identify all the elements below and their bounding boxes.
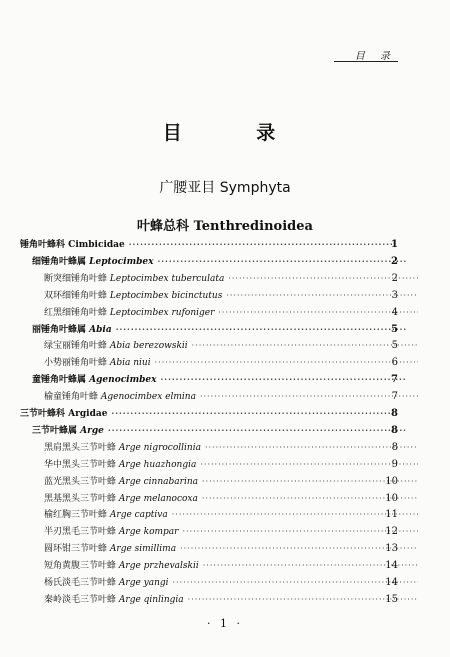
- toc-entry-latin-name: Leptocimbex rufoniger: [109, 307, 215, 318]
- toc-entry-page-number: 5: [391, 323, 398, 335]
- toc-entry-page-number: 9: [391, 458, 398, 470]
- toc-entry-chinese-name: 断突细锤角叶蜂: [44, 273, 108, 284]
- toc-entry-latin-name: Leptocimbex bicinctutus: [109, 290, 223, 301]
- toc-entry-chinese-name: 小势丽锤角叶蜂: [44, 358, 108, 369]
- toc-entry[interactable]: [0, 388, 450, 405]
- toc-entry-latin-name: Abia berezowskii: [109, 341, 188, 352]
- toc-entry-title: [32, 254, 153, 271]
- toc-entry-chinese-name: 秦岭淡毛三节叶蜂: [44, 594, 117, 605]
- toc-entry-chinese-name: 三节叶蜂科: [20, 409, 66, 419]
- toc-entry-chinese-name: 双环细锤角叶蜂: [44, 290, 108, 301]
- toc-entry[interactable]: [0, 506, 450, 523]
- toc-entry-chinese-name: 绿宝丽锤角叶蜂: [44, 341, 108, 352]
- toc-entry-chinese-name: 丽锤角叶蜂属: [32, 324, 87, 335]
- toc-entry-latin-name: Arge nigrocollinia: [118, 442, 201, 453]
- toc-entry[interactable]: [0, 439, 450, 456]
- toc-entry-page-number: 5: [391, 340, 398, 352]
- toc-entry-title: [44, 355, 151, 372]
- toc-entry-latin-name: Arge huazhongia: [118, 459, 197, 470]
- toc-entry-chinese-name: 童锤角叶蜂属: [32, 375, 87, 386]
- toc-entry[interactable]: [0, 523, 450, 540]
- toc-entry-title: [44, 474, 198, 491]
- toc-entry-title: [44, 575, 169, 592]
- toc-entry-page-number: 11: [385, 509, 398, 521]
- toc-entry-latin-name: Leptocimbex tuberculata: [109, 273, 225, 284]
- toc-entry-latin-name: Arge qinlingia: [118, 594, 184, 605]
- toc-entry-latin-name: Cimbicidae: [68, 240, 125, 250]
- page-folio: · 1 ·: [207, 617, 243, 630]
- toc-entry[interactable]: [0, 287, 450, 304]
- toc-entry-latin-name: Agenocimbex: [89, 375, 157, 386]
- toc-entry-title: [32, 322, 112, 339]
- toc-entry[interactable]: [0, 557, 450, 574]
- toc-entry-chinese-name: 黑肩黑头三节叶蜂: [44, 442, 117, 453]
- superfamily-heading: 叶蜂总科 Tenthredinoidea: [137, 219, 313, 234]
- toc-entry-chinese-name: 三节叶蜂属: [32, 425, 78, 436]
- toc-entry-latin-name: Arge yangi: [118, 578, 169, 588]
- toc-entry-title: [44, 440, 201, 457]
- toc-entry-chinese-name: 榆童锤角叶蜂: [44, 392, 99, 403]
- toc-entry-chinese-name: 锤角叶蜂科: [20, 240, 66, 250]
- toc-entry-leader-dots: [129, 236, 394, 253]
- toc-entry-page-number: 12: [385, 526, 398, 538]
- toc-entry-chinese-name: 榆红胸三节叶蜂: [44, 510, 108, 521]
- toc-entry[interactable]: [0, 591, 450, 608]
- suborder-heading: 广腰亚目 Symphyta: [159, 180, 291, 196]
- toc-entry-page-number: 8: [391, 408, 398, 419]
- page-title: 目 录: [162, 122, 310, 144]
- toc-entry-latin-name: Arge przhevalskii: [118, 561, 199, 572]
- toc-entry-page-number: 3: [391, 289, 398, 301]
- toc-entry-latin-name: Argidae: [68, 409, 108, 419]
- toc-entry-title: [44, 592, 184, 609]
- toc-entry[interactable]: [0, 321, 450, 338]
- toc-entry-title: [44, 271, 224, 288]
- toc-entry-title: [20, 237, 125, 254]
- toc-entry-latin-name: Arge kompar: [118, 527, 179, 538]
- toc-entry-chinese-name: 黑基黑头三节叶蜂: [44, 493, 117, 504]
- toc-entry-leader-dots: [155, 354, 418, 371]
- toc-entry[interactable]: [0, 456, 450, 473]
- toc-entry-title: [32, 423, 104, 440]
- toc-entry-page-number: 10: [385, 475, 398, 487]
- toc-entry-page-number: 14: [385, 577, 398, 588]
- toc-entry-latin-name: Leptocimbex: [89, 256, 154, 267]
- toc-entry-chinese-name: 华中黑头三节叶蜂: [44, 459, 117, 470]
- toc-entry-latin-name: Agenocimbex elmina: [100, 392, 196, 403]
- toc-entry-leader-dots: [157, 253, 406, 270]
- toc-entry[interactable]: [0, 304, 450, 321]
- toc-entry[interactable]: [0, 540, 450, 557]
- toc-entry[interactable]: [0, 236, 450, 253]
- toc-entry-title: [44, 389, 196, 406]
- toc-entry[interactable]: [0, 371, 450, 388]
- toc-entry-latin-name: Arge simillima: [109, 544, 177, 555]
- toc-entry-title: [44, 457, 196, 474]
- toc-entry-page-number: 10: [385, 492, 398, 504]
- toc-entry-latin-name: Arge: [80, 425, 104, 436]
- toc-entry-latin-name: Abia niui: [109, 358, 151, 369]
- toc-entry-title: [44, 288, 222, 305]
- toc-entry-chinese-name: 蓝光黑头三节叶蜂: [44, 476, 117, 487]
- toc-entry-leader-dots: [111, 405, 394, 422]
- toc-entry[interactable]: [0, 354, 450, 371]
- toc-entry-chinese-name: 短角黄腹三节叶蜂: [44, 561, 117, 572]
- toc-entry-title: [44, 491, 198, 508]
- toc-entry-page-number: 8: [391, 424, 398, 436]
- toc-entry-chinese-name: 圆环钳三节叶蜂: [44, 544, 108, 555]
- toc-entry-latin-name: Abia: [89, 324, 112, 335]
- toc-entry-page-number: 15: [385, 593, 398, 605]
- running-head-rule: [334, 61, 398, 62]
- toc-entry-page-number: 7: [391, 391, 398, 403]
- toc-entry-page-number: 6: [391, 357, 398, 369]
- toc-entry[interactable]: [0, 574, 450, 591]
- running-head: 目 录: [354, 51, 396, 62]
- toc-entry-page-number: 2: [391, 255, 398, 267]
- toc-entry[interactable]: [0, 405, 450, 422]
- toc-entry-page-number: 7: [391, 374, 398, 386]
- toc-entry-page-number: 14: [385, 560, 398, 572]
- toc-entry-chinese-name: 细锤角叶蜂属: [32, 256, 87, 267]
- toc-entry-title: [44, 507, 168, 524]
- toc-entry[interactable]: [0, 253, 450, 270]
- toc-entry[interactable]: [0, 270, 450, 287]
- toc-entry-page-number: 13: [385, 543, 398, 555]
- toc-entry-chinese-name: 杨氏淡毛三节叶蜂: [44, 578, 117, 588]
- toc-entry-title: [44, 524, 178, 541]
- toc-entry-page-number: 4: [391, 306, 398, 318]
- toc-entry-chinese-name: 半刃黑毛三节叶蜂: [44, 527, 117, 538]
- toc-entry[interactable]: [0, 473, 450, 490]
- toc-entry-leader-dots: [161, 371, 406, 388]
- toc-entry[interactable]: [0, 490, 450, 507]
- toc-entry-title: [44, 338, 188, 355]
- toc-entry-chinese-name: 红黑细锤角叶蜂: [44, 307, 108, 318]
- toc-entry-leader-dots: [116, 321, 406, 338]
- toc-entry-latin-name: Arge cinnabarina: [118, 476, 198, 487]
- toc-entry-title: [20, 406, 107, 423]
- toc-entry-page-number: 2: [391, 272, 398, 284]
- toc-entry-latin-name: Arge melanocoxa: [118, 493, 198, 504]
- toc-entry-leader-dots: [108, 422, 406, 439]
- toc-entry[interactable]: [0, 422, 450, 439]
- toc-entry-title: [44, 541, 176, 558]
- toc-entry-title: [44, 305, 214, 322]
- toc-entry-title: [44, 558, 199, 575]
- toc-entry-latin-name: Arge captiva: [109, 510, 168, 521]
- toc-entry[interactable]: [0, 337, 450, 354]
- toc-entry-page-number: 1: [391, 239, 398, 250]
- toc-entry-title: [32, 372, 157, 389]
- toc-entry-page-number: 8: [391, 441, 398, 453]
